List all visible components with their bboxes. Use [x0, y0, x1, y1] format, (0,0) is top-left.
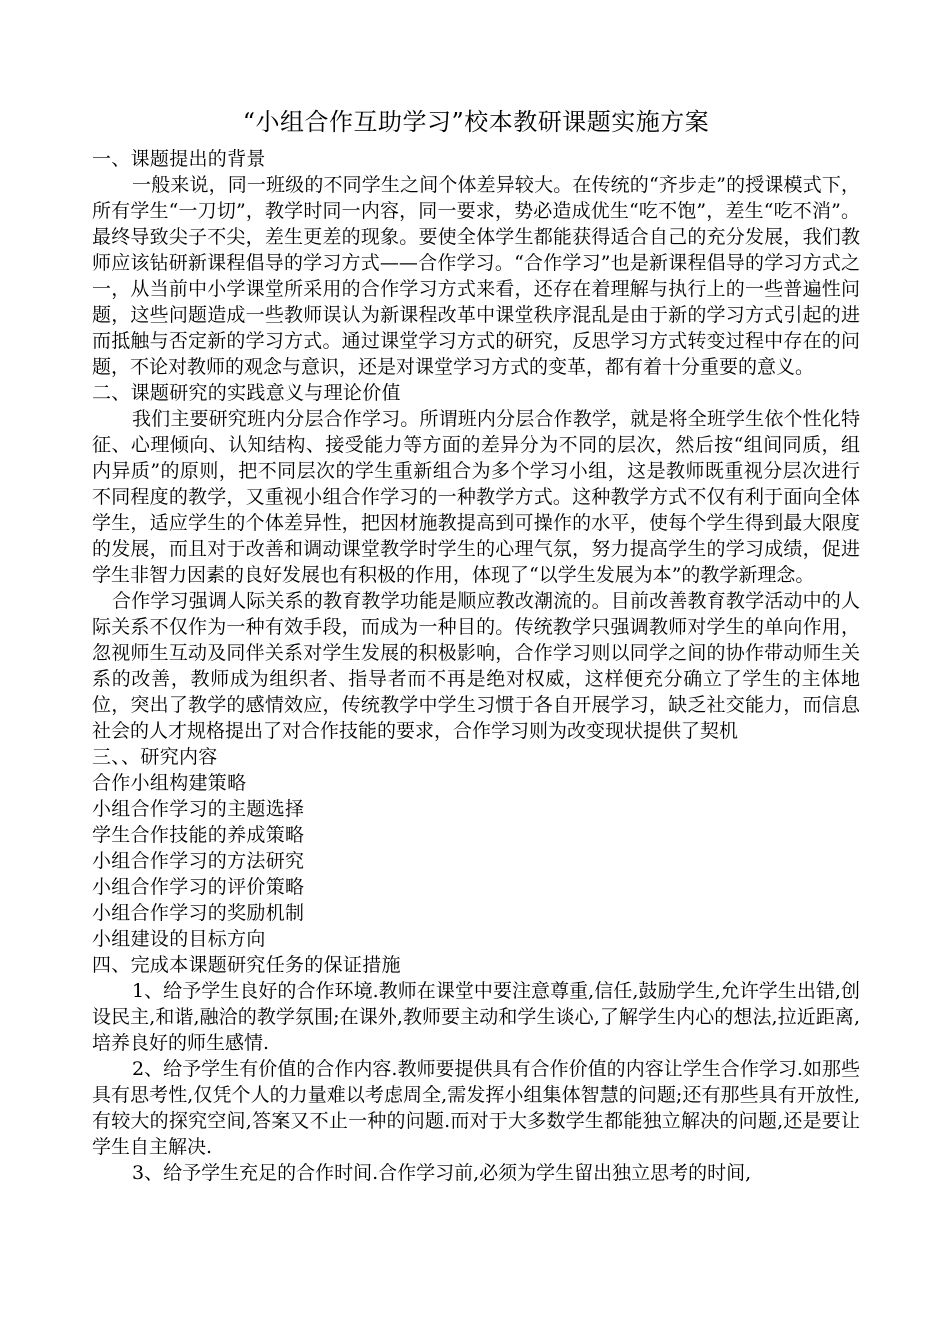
research-item: 学生合作技能的养成策略 — [92, 824, 305, 846]
research-item: 小组合作学习的主题选择 — [92, 798, 305, 820]
section-4-paragraph-1: 1、给予学生良好的合作环境.教师在课堂中要注意尊重,信任,鼓励学生,允许学生出错,创设民主,和谐,融洽的教学氛围;在课外,教师要主动和学生谈心,了解学生内心的想法,拉近距离,培养良好的师生感情. — [92, 980, 860, 1054]
section-4-paragraph-2: 2、给予学生有价值的合作内容.教师要提供具有合作价值的内容让学生合作学习.如那些具有思考性,仅凭个人的力量难以考虑周全,需发挥小组集体智慧的问题;还有那些具有开放性,有较大的探究空间,答案又不止一种的问题.而对于大多数学生都能独立解决的问题,还是要让学生自主解决. — [92, 1058, 860, 1158]
research-item: 小组合作学习的方法研究 — [92, 850, 305, 872]
section-4-paragraph-3: 3、给予学生充足的合作时间.合作学习前,必须为学生留出独立思考的时间, — [132, 1162, 752, 1184]
section-2-paragraph-1: 我们主要研究班内分层合作学习。所谓班内分层合作教学，就是将全班学生依个性化特征、心理倾向、认知结构、接受能力等方面的差异分为不同的层次，然后按“组间同质，组内异质”的原则，把不同层次的学生重新组合为多个学习小组，这是教师既重视分层次进行不同程度的教学，又重视小组合作学习的一种教学方式。这种教学方式不仅有利于面向全体学生，适应学生的个体差异性，把因材施教提高到可操作的水平，使每个学生得到最大限度的发展，而且对于改善和调动课堂教学时学生的心理气氛，努力提高学生的学习成绩，促进学生非智力因素的良好发展也有积极的作用，体现了“以学生发展为本”的教学新理念。 — [92, 408, 860, 586]
section-1-heading: 一、课题提出的背景 — [92, 148, 266, 170]
section-1-paragraph-1: 一般来说，同一班级的不同学生之间个体差异较大。在传统的“齐步走”的授课模式下，所有学生“一刀切”，教学时同一内容，同一要求，势必造成优生“吃不饱”，差生“吃不消”。最终导致尖子不尖，差生更差的现象。要使全体学生都能获得适合自己的充分发展，我们教师应该钻研新课程倡导的学习方式——合作学习。“合作学习”也是新课程倡导的学习方式之一，从当前中小学课堂所采用的合作学习方式来看，还存在着理解与执行上的一些普遍性问题，这些问题造成一些教师误认为新课程改革中课堂秩序混乱是由于新的学习方式引起的进而抵触与否定新的学习方式。通过课堂学习方式的研究，反思学习方式转变过程中存在的问题，不论对教师的观念与意识，还是对课堂学习方式的变革，都有着十分重要的意义。 — [92, 174, 860, 378]
research-item: 小组建设的目标方向 — [92, 928, 266, 950]
research-item: 小组合作学习的奖励机制 — [92, 902, 305, 924]
document-title: “小组合作互助学习”校本教研课题实施方案 — [242, 108, 710, 136]
section-2-paragraph-2: 合作学习强调人际关系的教育教学功能是顺应教改潮流的。目前改善教育教学活动中的人际关系不仅作为一种有效手段，而成为一种目的。传统教学只强调教师对学生的单向作用，忽视师生互动及同伴关系对学生发展的积极影响，合作学习则以同学之间的协作带动师生关系的改善，教师成为组织者、指导者而不再是绝对权威，这样便充分确立了学生的主体地位，突出了教学的感情效应，传统教学中学生习惯于各自开展学习，缺乏社交能力，而信息社会的人才规格提出了对合作技能的要求，合作学习则为改变现状提供了契机 — [92, 590, 860, 742]
section-2-heading: 二、课题研究的实践意义与理论价值 — [92, 382, 401, 404]
research-item: 小组合作学习的评价策略 — [92, 876, 305, 898]
document-page — [92, 104, 860, 1186]
research-item: 合作小组构建策略 — [92, 772, 247, 794]
section-3-heading: 三、、研究内容 — [92, 746, 218, 768]
section-4-heading: 四、完成本课题研究任务的保证措施 — [92, 954, 401, 976]
